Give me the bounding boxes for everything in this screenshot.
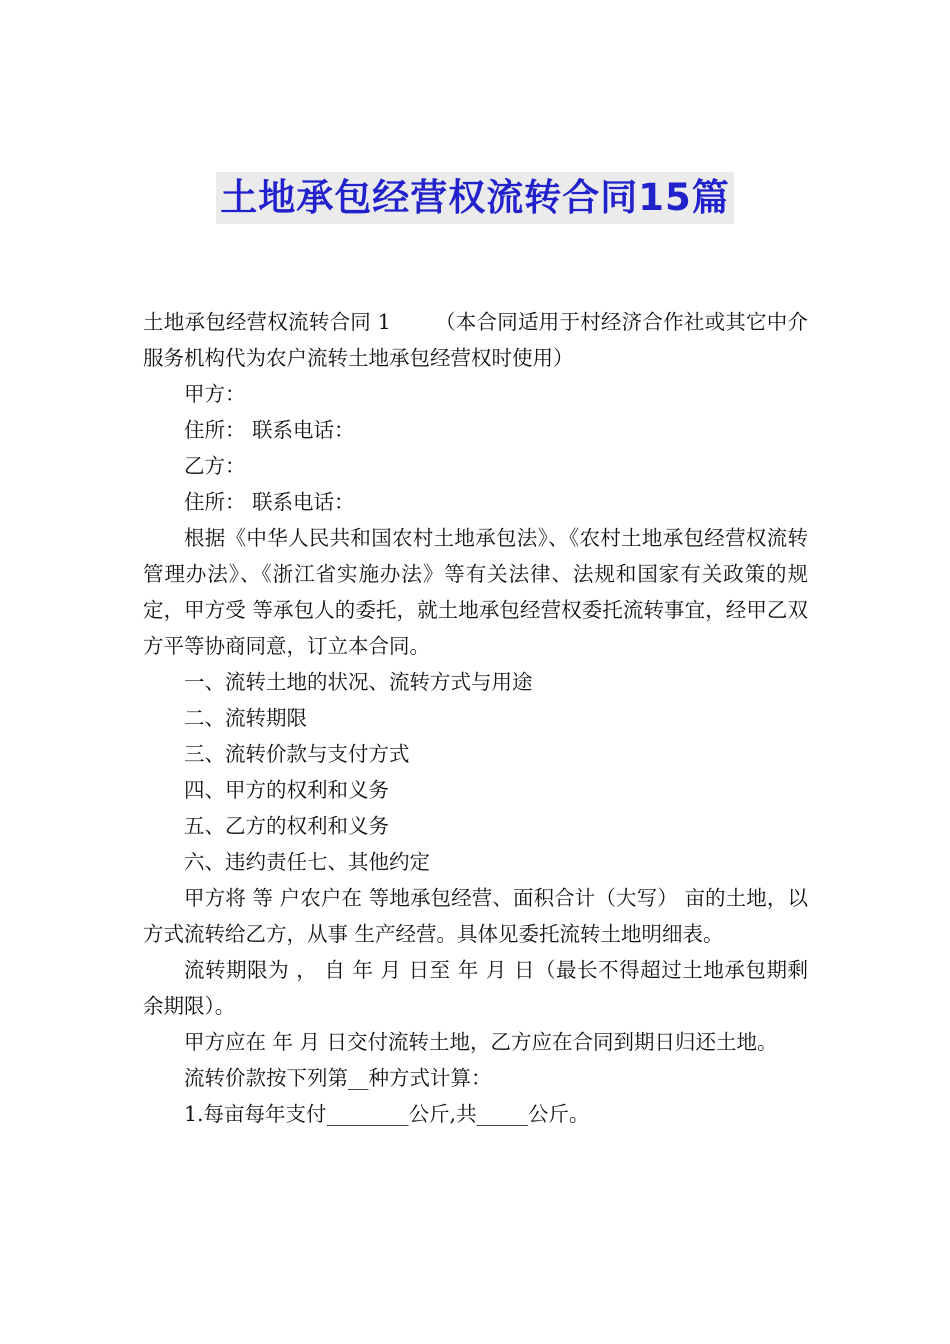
transfer-period-paragraph: 流转期限为 ， 自 年 月 日至 年 月 日（最长不得超过土地承包期剩余期限）。 xyxy=(143,958,808,1018)
party-b-line: 乙方： xyxy=(184,454,246,478)
payment-item-1-middle: 公斤,共 xyxy=(408,1102,477,1126)
payment-method-line xyxy=(143,1060,808,1096)
basis-paragraph: 根据《中华人民共和国农村土地承包法》、《农村土地承包经营权流转管理办法》、《浙江省实施办法》等有关法律、法规和国家有关政策的规定，甲方受 等承包人的委托，就土地承包经营权委托流转事宜，经甲乙双方平等协商同意，订立本合同。 xyxy=(143,526,808,658)
section-heading-3: 三、流转价款与支付方式 xyxy=(184,742,410,766)
intro-note: （本合同适用于村经济合作社或其它中介服务机构代为农户流转土地承包经营权时使用） xyxy=(143,310,809,370)
payment-item-1-blank-2: _____ xyxy=(476,1102,528,1126)
document-title: 土地承包经营权流转合同15篇 xyxy=(216,172,734,224)
party-a-line: 甲方： xyxy=(184,382,246,406)
document-body xyxy=(143,304,808,1132)
payment-item-1-blank-1: ________ xyxy=(326,1102,409,1126)
payment-item-1-prefix: 1.每亩每年支付 xyxy=(184,1102,327,1126)
party-a-address-line: 住所： 联系电话： xyxy=(184,418,355,442)
intro-paragraph xyxy=(143,304,808,376)
section-heading-6-7: 六、违约责任七、其他约定 xyxy=(184,850,430,874)
intro-heading: 土地承包经营权流转合同 1 xyxy=(143,310,391,334)
payment-method-suffix: 种方式计算： xyxy=(368,1066,492,1090)
land-transfer-paragraph: 甲方将 等 户农户在 等地承包经营、面积合计（大写） 亩的土地，以 方式流转给乙方，从事 生产经营。具体见委托流转土地明细表。 xyxy=(143,886,808,946)
payment-item-1-line xyxy=(143,1096,808,1132)
section-heading-2: 二、流转期限 xyxy=(184,706,307,730)
title-container xyxy=(0,172,950,224)
section-heading-1: 一、流转土地的状况、流转方式与用途 xyxy=(184,670,533,694)
section-heading-4: 四、甲方的权利和义务 xyxy=(184,778,389,802)
delivery-paragraph: 甲方应在 年 月 日交付流转土地，乙方应在合同到期日归还土地。 xyxy=(184,1030,778,1054)
payment-method-prefix: 流转价款按下列第 xyxy=(184,1066,348,1090)
payment-item-1-suffix: 公斤。 xyxy=(527,1102,590,1126)
party-b-address-line: 住所： 联系电话： xyxy=(184,490,355,514)
payment-method-blank: __ xyxy=(348,1066,369,1090)
section-heading-5: 五、乙方的权利和义务 xyxy=(184,814,389,838)
